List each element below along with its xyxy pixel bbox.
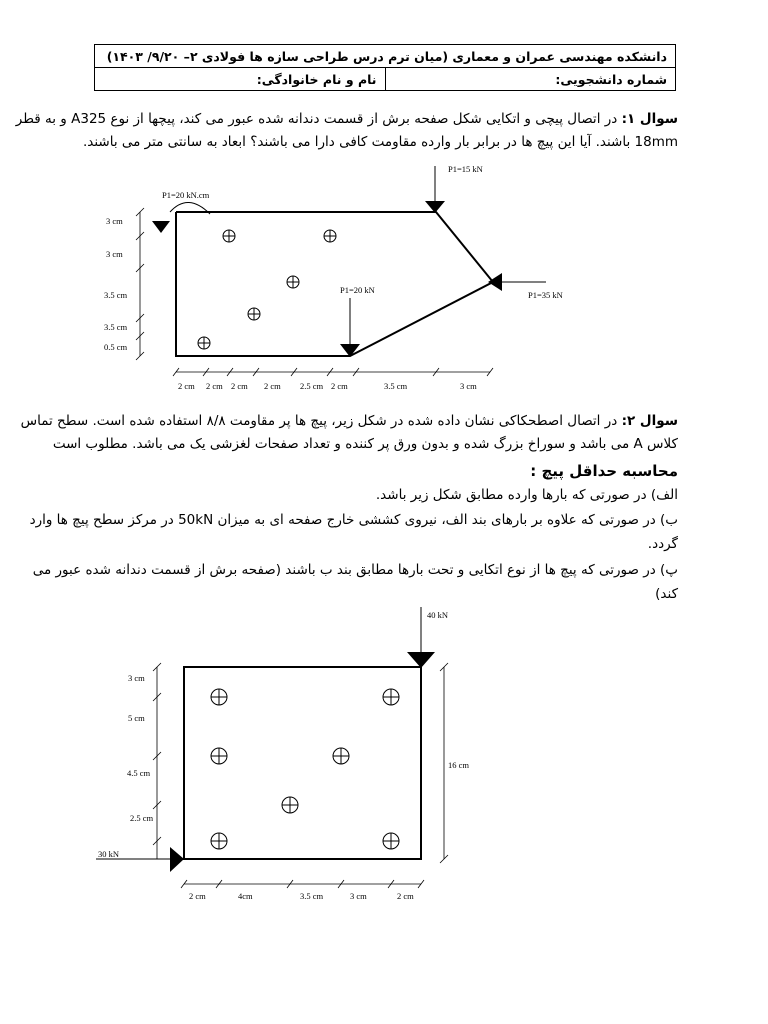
horizontal-dimension-5: 2.5 cm <box>300 381 324 391</box>
horizontal-dimension-3: 2 cm <box>231 381 248 391</box>
bottom-dimension-1: 2 cm <box>189 891 206 901</box>
question-2-heading: محاسبه حداقل پیچ : <box>530 462 678 480</box>
vertical-dimension-2: 3 cm <box>106 249 123 259</box>
mid-load-label: P1=20 kN <box>340 285 375 295</box>
vertical-dimension-3: 3.5 cm <box>104 290 128 300</box>
left-load-label-2: 30 kN <box>98 849 120 859</box>
right-load-label: P1=35 kN <box>528 290 563 300</box>
bolt-hole <box>383 689 399 705</box>
horizontal-dimension-4: 2 cm <box>264 381 281 391</box>
bolt-hole <box>333 748 349 764</box>
question-2-item-c-line-1: پ) در صورتی که پیچ ها از نوع اتکایی و تحت بارها مطابق بند ب باشند (صفحه برش از قسمت دندانه شده عبور می <box>32 562 678 578</box>
bottom-dimension-4: 3 cm <box>350 891 367 901</box>
question-2-item-c-line-2: کند) <box>655 586 678 602</box>
question-2-item-a: الف) در صورتی که بارها وارده مطابق شکل زیر باشد. <box>375 487 678 503</box>
moment-load-label: P1=20 kN.cm <box>162 190 210 200</box>
bolt-hole <box>211 689 227 705</box>
bottom-dimension-3: 3.5 cm <box>300 891 324 901</box>
question-2-label: سوال ۲: <box>621 413 678 429</box>
vertical-dimension-1: 3 cm <box>106 216 123 226</box>
horizontal-dimension-6: 2 cm <box>331 381 348 391</box>
left-dimension-1: 3 cm <box>128 673 145 683</box>
question-2-item-b-line-2: گردد. <box>647 536 678 552</box>
student-id-field-label: شماره دانشجویی: <box>385 68 676 91</box>
bottom-dimension-5: 2 cm <box>397 891 414 901</box>
plate-2-outline <box>184 667 421 859</box>
bottom-dimension-2: 4cm <box>238 891 253 901</box>
question-2-item-b-line-1: ب) در صورتی که علاوه بر بارهای بند الف، نیروی کششی خارج صفحه ای به میزان 50kN در مرکز سطح پیچ ها وارد <box>29 512 678 528</box>
question-1-label: سوال ۱: <box>621 111 678 127</box>
vertical-dimension-4: 3.5 cm <box>104 322 128 332</box>
horizontal-dimension-8: 3 cm <box>460 381 477 391</box>
question-1-line-1: در اتصال پیچی و اتکایی شکل صفحه برش از قسمت دندانه شده عبور می کند، پیچها از نوع A325 و به قطر <box>15 111 622 127</box>
bolt-hole <box>211 748 227 764</box>
top-load-label: P1=15 kN <box>448 164 483 174</box>
vertical-dimension-5: 0.5 cm <box>104 342 128 352</box>
name-field-label: نام و نام خانوادگی: <box>95 68 386 91</box>
bolt-holes-2 <box>211 689 399 849</box>
question-2-line-2: کلاس A می باشد و سوراخ بزرگ شده و بدون ورق پر کننده و تعداد صفحات لغزشی یک می باشد. مطلوب است <box>52 436 678 452</box>
question-2-line-1: در اتصال اصطحکاکی نشان داده شده در شکل زیر، پیچ ها پر مقاومت ۸/۸ استفاده شده است. سطح تماس <box>20 413 622 429</box>
horizontal-dimension-7: 3.5 cm <box>384 381 408 391</box>
horizontal-dimension-2: 2 cm <box>206 381 223 391</box>
left-dimension-4: 2.5 cm <box>130 813 154 823</box>
left-dimension-2: 5 cm <box>128 713 145 723</box>
bolt-hole <box>211 833 227 849</box>
bolt-hole <box>383 833 399 849</box>
question-1-line-2: 18mm باشند. آیا این پیچ ها در برابر بار وارده مقاومت کافی دارا می باشند؟ ابعاد به سانتی متر می باشند. <box>82 134 678 150</box>
height-dimension-label: 16 cm <box>448 760 470 770</box>
left-dimension-3: 4.5 cm <box>127 768 151 778</box>
horizontal-dimension-1: 2 cm <box>178 381 195 391</box>
left-load-arrowhead-2 <box>170 847 184 872</box>
top-load-label-2: 40 kN <box>427 610 449 620</box>
exam-title: دانشکده مهندسی عمران و معماری (میان ترم درس طراحی سازه ها فولادی ۲– ۹/۲۰/ ۱۴۰۳) <box>95 45 676 68</box>
top-load-arrowhead-2 <box>407 652 435 668</box>
bolt-hole <box>282 797 298 813</box>
